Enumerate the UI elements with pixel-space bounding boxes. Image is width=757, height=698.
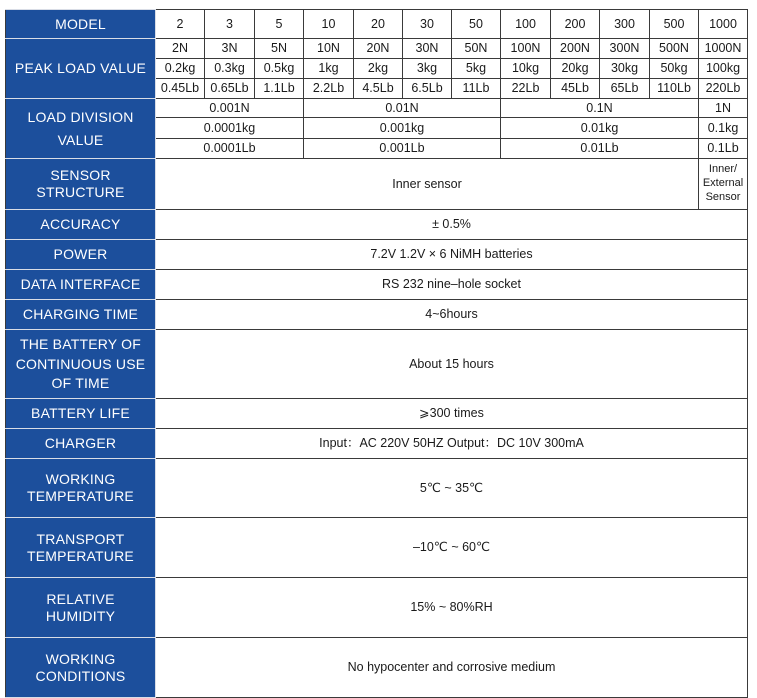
peak-load-cell: 220Lb — [699, 79, 748, 99]
peak-load-cell: 3kg — [403, 59, 452, 79]
division-cell: 0.1kg — [699, 118, 748, 139]
relative-humidity-row — [6, 578, 748, 638]
division-cell: 0.0001kg — [156, 118, 304, 139]
peak-load-cell: 0.2kg — [156, 59, 205, 79]
sensor-structure-row — [6, 159, 748, 210]
peak-load-cell: 0.45Lb — [156, 79, 205, 99]
peak-load-cell: 10N — [304, 39, 354, 59]
division-cell: 0.01Lb — [501, 139, 699, 159]
division-cell: 0.0001Lb — [156, 139, 304, 159]
peak-load-cell: 2kg — [354, 59, 403, 79]
model-cell: 100 — [501, 10, 551, 39]
model-cell: 300 — [600, 10, 650, 39]
working-conditions-label-line: CONDITIONS — [35, 667, 126, 684]
charging-time-row — [6, 300, 748, 330]
charger-value: Input：AC 220V 50HZ Output：DC 10V 300mA — [156, 429, 748, 459]
battery-continuous-row — [6, 330, 748, 399]
peak-load-cell: 65Lb — [600, 79, 650, 99]
charging-time-label: CHARGING TIME — [6, 300, 156, 330]
power-label: POWER — [6, 240, 156, 270]
battery-continuous-label-line: OF TIME — [51, 375, 110, 392]
sensor-structure-last-cell — [699, 159, 748, 210]
peak-load-cell: 2.2Lb — [304, 79, 354, 99]
division-cell: 0.01kg — [501, 118, 699, 139]
peak-load-cell: 500N — [650, 39, 699, 59]
battery-continuous-label — [6, 330, 156, 399]
battery-life-label: BATTERY LIFE — [6, 399, 156, 429]
transport-temperature-value: –10℃ ~ 60℃ — [156, 518, 748, 578]
sensor-structure-label: SENSOR STRUCTURE — [6, 159, 156, 210]
relative-humidity-label — [6, 578, 156, 638]
peak-load-newton-row — [6, 39, 748, 59]
battery-continuous-label-line: THE BATTERY OF — [19, 335, 142, 352]
division-cell: 0.001Lb — [304, 139, 501, 159]
peak-load-cell: 200N — [551, 39, 600, 59]
load-division-label-line: VALUE — [57, 131, 104, 148]
relative-humidity-label-line: HUMIDITY — [45, 607, 116, 624]
model-cell: 5 — [255, 10, 304, 39]
peak-load-cell: 45Lb — [551, 79, 600, 99]
peak-load-cell: 0.65Lb — [205, 79, 255, 99]
charger-label: CHARGER — [6, 429, 156, 459]
peak-load-cell: 1.1Lb — [255, 79, 304, 99]
accuracy-label: ACCURACY — [6, 210, 156, 240]
relative-humidity-value: 15% ~ 80%RH — [156, 578, 748, 638]
sensor-line: External — [702, 177, 744, 190]
relative-humidity-label-line: RELATIVE — [46, 590, 115, 607]
working-temperature-label-line: TEMPERATURE — [27, 488, 134, 504]
model-cell: 3 — [205, 10, 255, 39]
working-conditions-label-line: WORKING — [45, 650, 116, 667]
working-temperature-label — [6, 459, 156, 518]
peak-load-cell: 10kg — [501, 59, 551, 79]
division-cell: 0.1N — [501, 99, 699, 118]
division-cell: 0.001kg — [304, 118, 501, 139]
peak-load-cell: 11Lb — [452, 79, 501, 99]
working-conditions-row — [6, 638, 748, 698]
load-division-label — [6, 99, 156, 159]
division-cell: 0.001N — [156, 99, 304, 118]
load-division-label-line: LOAD DIVISION — [27, 108, 134, 125]
specification-table — [5, 9, 748, 698]
charger-row — [6, 429, 748, 459]
charging-time-value: 4~6hours — [156, 300, 748, 330]
peak-load-cell: 0.3kg — [205, 59, 255, 79]
model-label: MODEL — [6, 10, 156, 39]
working-temperature-value: 5℃ ~ 35℃ — [156, 459, 748, 518]
sensor-structure-value: Inner sensor — [156, 159, 699, 210]
transport-temperature-label — [6, 518, 156, 578]
accuracy-value: ± 0.5% — [156, 210, 748, 240]
transport-temperature-label-line: TRANSPORT — [36, 530, 125, 547]
peak-load-cell: 100N — [501, 39, 551, 59]
peak-load-cell: 110Lb — [650, 79, 699, 99]
peak-load-cell: 2N — [156, 39, 205, 59]
model-cell: 1000 — [699, 10, 748, 39]
working-conditions-value: No hypocenter and corrosive medium — [156, 638, 748, 698]
battery-continuous-value: About 15 hours — [156, 330, 748, 399]
data-interface-value: RS 232 nine–hole socket — [156, 270, 748, 300]
peak-load-cell: 5kg — [452, 59, 501, 79]
peak-load-cell: 0.5kg — [255, 59, 304, 79]
battery-life-value: ⩾300 times — [156, 399, 748, 429]
peak-load-cell: 1000N — [699, 39, 748, 59]
peak-load-cell: 22Lb — [501, 79, 551, 99]
division-cell: 0.01N — [304, 99, 501, 118]
peak-load-cell: 20N — [354, 39, 403, 59]
power-value: 7.2V 1.2V × 6 NiMH batteries — [156, 240, 748, 270]
peak-load-cell: 4.5Lb — [354, 79, 403, 99]
working-conditions-label — [6, 638, 156, 698]
peak-load-cell: 30N — [403, 39, 452, 59]
division-newton-row — [6, 99, 748, 118]
transport-temperature-row — [6, 518, 748, 578]
transport-temperature-label-line: TEMPERATURE — [27, 547, 134, 564]
battery-continuous-label-line: CONTINUOUS USE — [15, 355, 146, 372]
model-cell: 500 — [650, 10, 699, 39]
data-interface-row — [6, 270, 748, 300]
power-row — [6, 240, 748, 270]
division-cell: 1N — [699, 99, 748, 118]
sensor-line: Inner/ — [708, 163, 738, 176]
model-cell: 20 — [354, 10, 403, 39]
peak-load-cell: 30kg — [600, 59, 650, 79]
division-cell: 0.1Lb — [699, 139, 748, 159]
model-cell: 200 — [551, 10, 600, 39]
peak-load-cell: 50N — [452, 39, 501, 59]
battery-life-row — [6, 399, 748, 429]
data-interface-label: DATA INTERFACE — [6, 270, 156, 300]
accuracy-row — [6, 210, 748, 240]
working-temperature-label-line: WORKING — [45, 471, 116, 488]
peak-load-cell: 100kg — [699, 59, 748, 79]
peak-load-cell: 50kg — [650, 59, 699, 79]
peak-load-cell: 300N — [600, 39, 650, 59]
sensor-line: Sensor — [705, 190, 741, 203]
peak-load-cell: 5N — [255, 39, 304, 59]
model-cell: 30 — [403, 10, 452, 39]
peak-load-cell: 3N — [205, 39, 255, 59]
model-cell: 10 — [304, 10, 354, 39]
working-temperature-row — [6, 459, 748, 518]
model-cell: 50 — [452, 10, 501, 39]
model-cell: 2 — [156, 10, 205, 39]
peak-load-cell: 20kg — [551, 59, 600, 79]
peak-load-label: PEAK LOAD VALUE — [6, 39, 156, 99]
peak-load-cell: 1kg — [304, 59, 354, 79]
model-row — [6, 10, 748, 39]
peak-load-cell: 6.5Lb — [403, 79, 452, 99]
